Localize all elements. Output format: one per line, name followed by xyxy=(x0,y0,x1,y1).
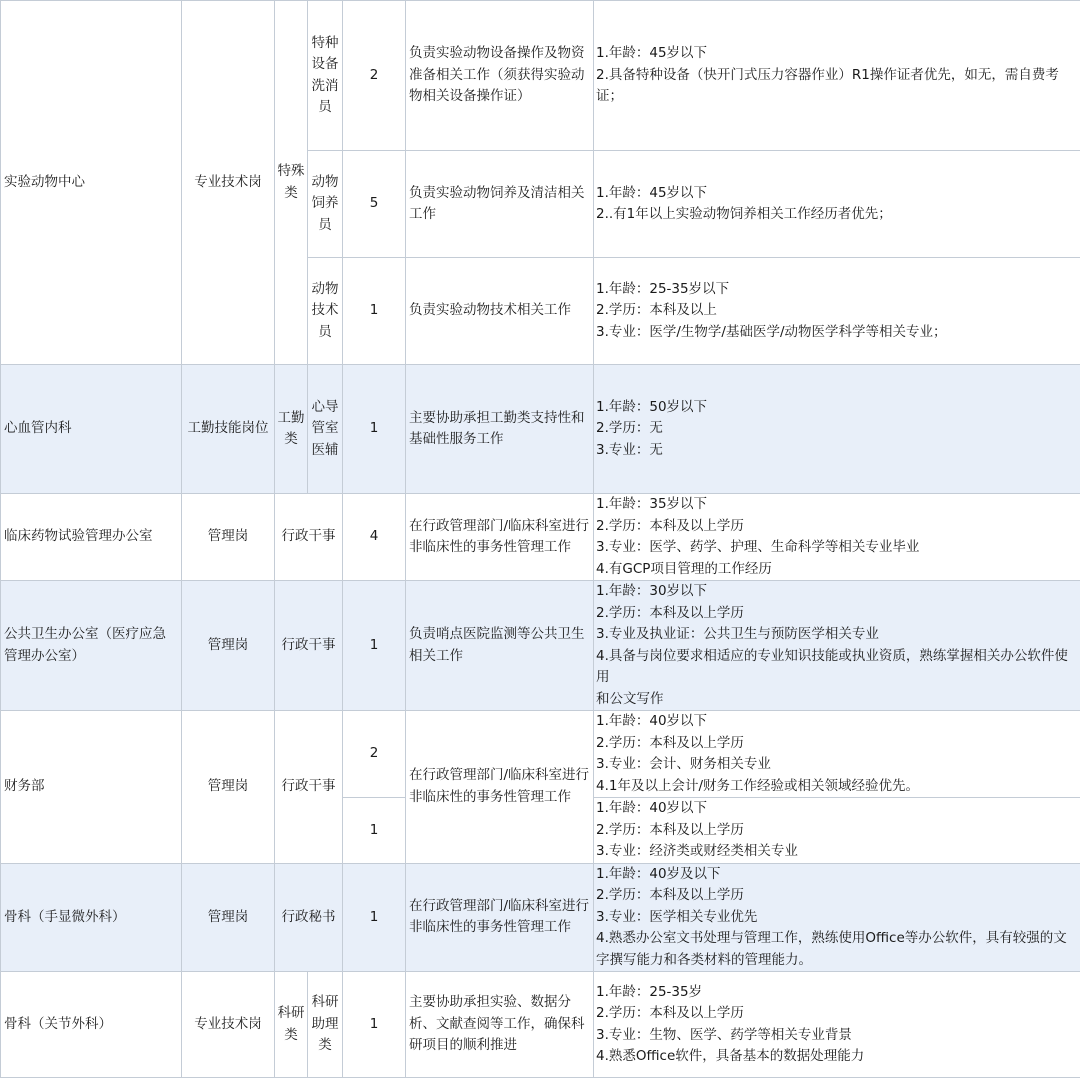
requirement-line: 3.专业：医学、药学、护理、生命科学等相关专业毕业 xyxy=(596,537,1079,559)
requirement-line: 4.熟悉办公室文书处理与管理工作，熟练使用Office等办公软件，具有较强的文字撰写能力和各类材料的管理能力。 xyxy=(596,928,1079,971)
requirements-cell xyxy=(594,581,1080,711)
position-cell: 科研助理类 xyxy=(308,972,343,1078)
requirement-line: 和公文写作 xyxy=(596,689,1079,711)
requirement-line: 3.专业：医学/生物学/基础医学/动物医学科学等相关专业； xyxy=(596,322,1079,344)
requirement-line: 3.专业及执业证：公共卫生与预防医学相关专业 xyxy=(596,624,1079,646)
category-cell: 科研类 xyxy=(275,972,308,1078)
dept-cell: 财务部 xyxy=(1,711,182,864)
count-cell: 1 xyxy=(343,863,406,972)
category-cell: 工勤类 xyxy=(275,365,308,494)
requirements-cell xyxy=(594,365,1080,494)
requirement-line: 2.学历：本科及以上 xyxy=(596,300,1079,322)
duty-cell: 主要协助承担实验、数据分析、文献查阅等工作，确保科研项目的顺利推进 xyxy=(406,972,594,1078)
position-cell: 特种设备洗消员 xyxy=(308,1,343,151)
position-cell: 动物饲养员 xyxy=(308,151,343,258)
requirement-line: 2.学历：本科及以上学历 xyxy=(596,1003,1079,1025)
count-cell: 2 xyxy=(343,1,406,151)
dept-cell: 实验动物中心 xyxy=(1,1,182,365)
position-cell: 心导管室医辅 xyxy=(308,365,343,494)
count-cell: 1 xyxy=(343,365,406,494)
requirements-cell xyxy=(594,863,1080,972)
requirement-line: 1.年龄：45岁以下 xyxy=(596,183,1079,205)
requirement-line: 1.年龄：35岁以下 xyxy=(596,494,1079,516)
post-type-cell: 管理岗 xyxy=(182,863,275,972)
requirement-line: 3.专业：生物、医学、药学等相关专业背景 xyxy=(596,1025,1079,1047)
position-cell: 动物技术员 xyxy=(308,258,343,365)
requirement-line: 1.年龄：40岁以下 xyxy=(596,798,1079,820)
requirement-line: 2.学历：本科及以上学历 xyxy=(596,820,1079,842)
dept-cell: 临床药物试验管理办公室 xyxy=(1,494,182,581)
requirement-line: 2.学历：本科及以上学历 xyxy=(596,733,1079,755)
count-cell: 2 xyxy=(343,711,406,798)
dept-cell: 骨科（手显微外科） xyxy=(1,863,182,972)
requirement-line: 3.专业：经济类或财经类相关专业 xyxy=(596,841,1079,863)
duty-cell: 负责实验动物设备操作及物资准备相关工作（须获得实验动物相关设备操作证） xyxy=(406,1,594,151)
requirements-cell xyxy=(594,1,1080,151)
count-cell: 5 xyxy=(343,151,406,258)
duty-cell: 主要协助承担工勤类支持性和基础性服务工作 xyxy=(406,365,594,494)
position-cell: 行政干事 xyxy=(275,494,343,581)
requirements-cell xyxy=(594,798,1080,864)
post-type-cell: 专业技术岗 xyxy=(182,972,275,1078)
requirement-line: 2..有1年以上实验动物饲养相关工作经历者优先； xyxy=(596,204,1079,226)
position-cell: 行政干事 xyxy=(275,711,343,864)
requirement-line: 4.1年及以上会计/财务工作经验或相关领域经验优先。 xyxy=(596,776,1079,798)
requirement-line: 2.学历：本科及以上学历 xyxy=(596,603,1079,625)
count-cell: 1 xyxy=(343,798,406,864)
count-cell: 1 xyxy=(343,581,406,711)
count-cell: 1 xyxy=(343,972,406,1078)
post-type-cell: 管理岗 xyxy=(182,581,275,711)
requirement-line: 4.有GCP项目管理的工作经历 xyxy=(596,559,1079,581)
position-cell: 行政干事 xyxy=(275,581,343,711)
dept-cell: 公共卫生办公室（医疗应急管理办公室） xyxy=(1,581,182,711)
requirement-line: 2.具备特种设备（快开门式压力容器作业）R1操作证者优先，如无，需自费考证； xyxy=(596,65,1079,108)
requirement-line: 3.专业：会计、财务相关专业 xyxy=(596,754,1079,776)
requirements-cell xyxy=(594,711,1080,798)
duty-cell: 负责实验动物技术相关工作 xyxy=(406,258,594,365)
duty-cell: 在行政管理部门/临床科室进行非临床性的事务性管理工作 xyxy=(406,863,594,972)
duty-cell: 在行政管理部门/临床科室进行非临床性的事务性管理工作 xyxy=(406,494,594,581)
requirement-line: 2.学历：本科及以上学历 xyxy=(596,885,1079,907)
table-row xyxy=(1,581,1080,711)
post-type-cell: 管理岗 xyxy=(182,494,275,581)
duty-cell: 负责实验动物饲养及清洁相关工作 xyxy=(406,151,594,258)
duty-cell: 在行政管理部门/临床科室进行非临床性的事务性管理工作 xyxy=(406,711,594,864)
requirement-line: 1.年龄：50岁以下 xyxy=(596,397,1079,419)
category-cell: 特殊类 xyxy=(275,1,308,365)
position-cell: 行政秘书 xyxy=(275,863,343,972)
post-type-cell: 专业技术岗 xyxy=(182,1,275,365)
requirements-cell xyxy=(594,494,1080,581)
table-row xyxy=(1,711,1080,798)
table-row xyxy=(1,863,1080,972)
table-row xyxy=(1,494,1080,581)
count-cell: 1 xyxy=(343,258,406,365)
post-type-cell: 工勤技能岗位 xyxy=(182,365,275,494)
requirement-line: 2.学历：本科及以上学历 xyxy=(596,516,1079,538)
table-row xyxy=(1,972,1080,1078)
table-row xyxy=(1,1,1080,151)
requirements-cell xyxy=(594,972,1080,1078)
dept-cell: 骨科（关节外科） xyxy=(1,972,182,1078)
table-row xyxy=(1,365,1080,494)
requirement-line: 1.年龄：25-35岁 xyxy=(596,982,1079,1004)
requirement-line: 1.年龄：40岁以下 xyxy=(596,711,1079,733)
requirement-line: 3.专业：医学相关专业优先 xyxy=(596,907,1079,929)
requirement-line: 1.年龄：40岁及以下 xyxy=(596,864,1079,886)
requirement-line: 2.学历：无 xyxy=(596,418,1079,440)
requirement-line: 1.年龄：30岁以下 xyxy=(596,581,1079,603)
requirements-cell xyxy=(594,151,1080,258)
duty-cell: 负责哨点医院监测等公共卫生相关工作 xyxy=(406,581,594,711)
count-cell: 4 xyxy=(343,494,406,581)
requirements-cell xyxy=(594,258,1080,365)
requirement-line: 4.熟悉Office软件，具备基本的数据处理能力 xyxy=(596,1046,1079,1068)
requirement-line: 1.年龄：25-35岁以下 xyxy=(596,279,1079,301)
requirement-line: 4.具备与岗位要求相适应的专业知识技能或执业资质，熟练掌握相关办公软件使用 xyxy=(596,646,1079,689)
requirement-line: 1.年龄：45岁以下 xyxy=(596,43,1079,65)
requirement-line: 3.专业：无 xyxy=(596,440,1079,462)
dept-cell: 心血管内科 xyxy=(1,365,182,494)
post-type-cell: 管理岗 xyxy=(182,711,275,864)
